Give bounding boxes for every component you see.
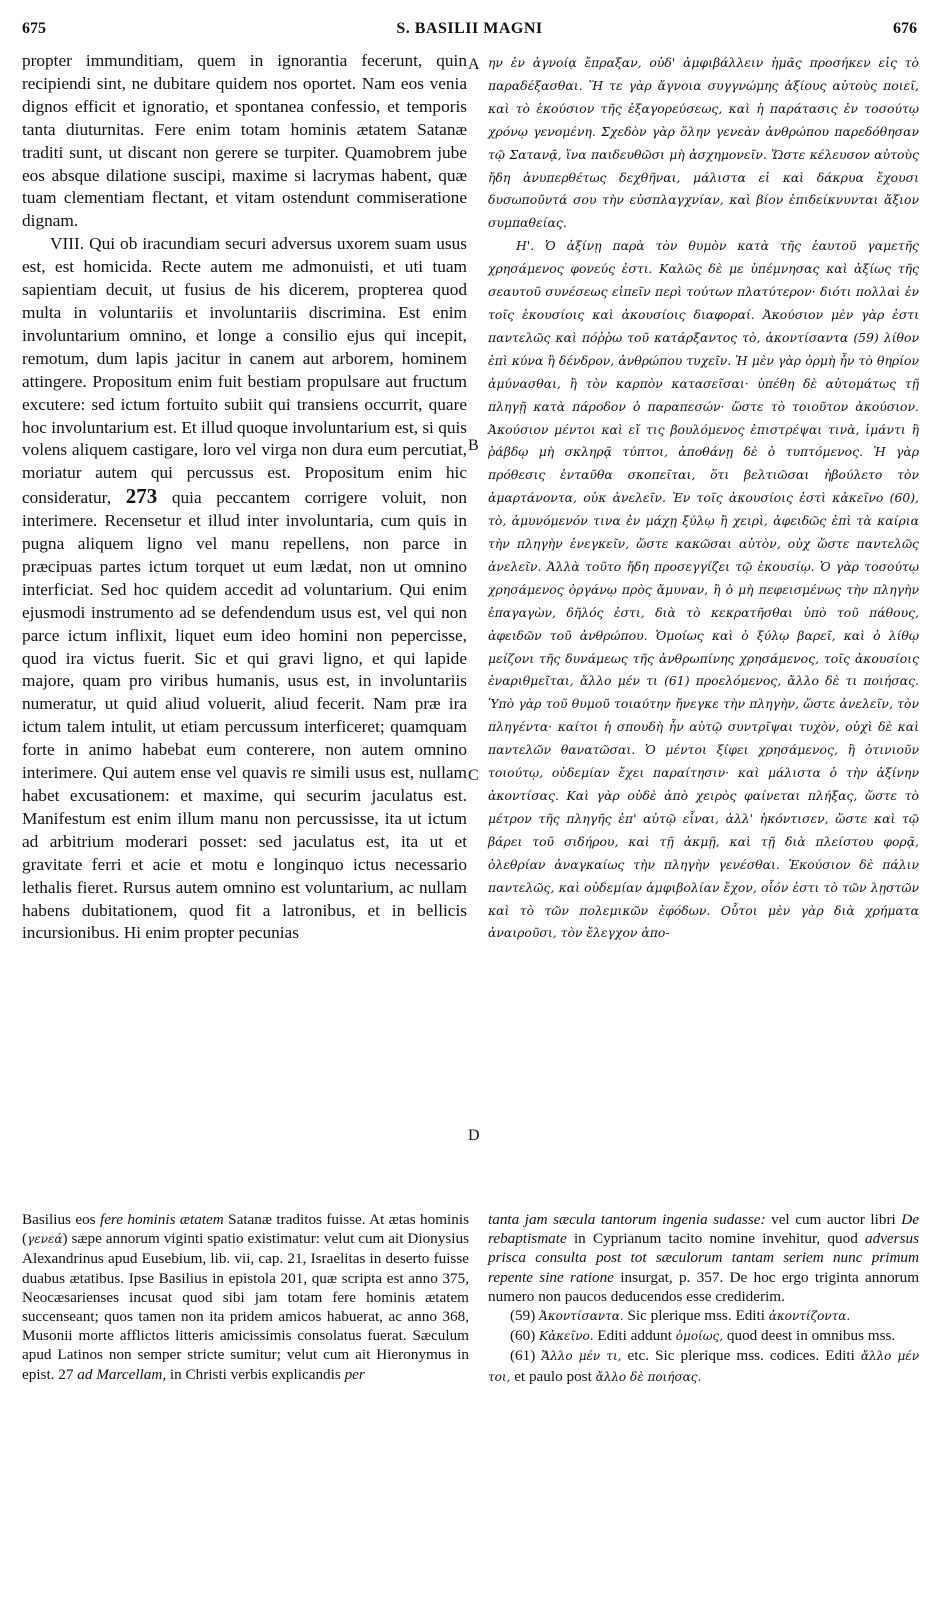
note-greek: Ἀκοντίσαντα. xyxy=(539,1309,624,1324)
note-greek: ἀκοντίζοντα. xyxy=(768,1309,851,1324)
note-emphasis: ad Marcellam, xyxy=(77,1365,167,1383)
note-text: etc. Sic plerique mss. codices. Editi xyxy=(627,1347,855,1365)
footnotes-left xyxy=(22,1210,469,1384)
note-greek: ἄλλο δὲ ποιήσας. xyxy=(595,1369,702,1384)
margin-letter-d: D xyxy=(468,1127,480,1144)
note-text: in Cyprianum tacito nomine invehitur, quod xyxy=(573,1230,858,1248)
note-greek: ὁμοίως, xyxy=(675,1329,724,1344)
footnote-60 xyxy=(488,1326,919,1346)
note-text: insurgat, p. 357. De hoc ergo triginta annorum numero non paucos deducendos esse crediderim. xyxy=(488,1268,920,1305)
note-emphasis: tanta jam sæcula tantorum ingenia sudasse: xyxy=(488,1211,766,1228)
note-emphasis: per xyxy=(344,1365,365,1383)
note-text: Editi addunt xyxy=(597,1327,672,1345)
greek-paragraph-2: Η'. Ὁ ἀξίνῃ παρὰ τὸν θυμὸν κατὰ τῆς ἑαυτοῦ γαμετῆς χρησάμενος φονεύς ἐστι. Καλῶς δὲ με ὑπέμνησας καὶ ἀξίως τῆς σεαυτοῦ συνέσεως εἰπεῖν περὶ τούτων πλατύτερον· διότι πολλαὶ ἐν τοῖς ἑκουσίοις καὶ ἀκουσίοις διαφοραί. Ἀκούσιον μὲν γὰρ ἐστι παντελῶς καὶ πόῤῥω τοῦ κατάρξαντος τὸ, ἀκοντίσαντα (59) λίθον ἐπὶ κύνα ἢ δένδρον, ἀνθρώπου τυχεῖν. Ἡ μὲν γὰρ ὁρμὴ ἦν τὸ θηρίον ἀμύνασθαι, ἢ τὸν καρπὸν κατασεῖσαι· ὑπέθη δὲ αὐτομάτως τῇ πληγῇ κατὰ πάροδον ὁ παραπεσών· ὥστε τὸ τοιοῦτον ἀκούσιον. Ἀκούσιον μέντοι καὶ εἴ τις βουλόμενος ἐπιστρέψαι τινὰ, ἱμάντι ἢ ῥάβδῳ μὴ σκληρᾷ τύπτοι, ἀποθάνῃ δὲ ὁ τυπτόμενος. Ἡ γὰρ πρόθεσις ἐνταῦθα σκοπεῖται, ὅτι βελτιῶσαι ἠβούλετο τὸν ἁμαρτάνοντα, οὐκ ἀνελεῖν. Ἐν τοῖς ἀκουσίοις ἐστὶ κἀκεῖνο (60), τὸ, ἀμυνόμενόν τινα ἐν μάχῃ ξύλῳ ἢ χειρὶ, ἀφειδῶς ἐπὶ τὰ καίρια τὴν πληγὴν ἐνεγκεῖν, ὥστε κακῶσαι αὐτὸν, οὐχ ὥστε παντελῶς ἀνελεῖν. Ἀλλὰ τοῦτο ἤδη προσεγγίζει τῷ ἑκουσίῳ. Ὁ γὰρ τοσούτῳ χρησάμενος ὀργάνῳ πρὸς ἄμυναν, ἢ ὁ μὴ πεφεισμένως τὴν πληγὴν ἐπαγαγὼν, δῆλός ἐστι, διὰ τὸ κεκρατῆσθαι ὑπὸ τοῦ πάθους, ἀφειδῶν τοῦ ἀνθρώπου. Ὁμοίως καὶ ὁ ξύλῳ βαρεῖ, καὶ ὁ λίθῳ μείζονι τῆς δυνάμεως τῆς ἀνθρωπίνης χρησάμενος, τοῖς ἀκουσίοις ἐναριθμεῖται, ἄλλο μέν τι (61) προελόμενος, ἄλλο δὲ τι ποιήσας. Ὑπὸ γὰρ τοῦ θυμοῦ τοιαύτην ἤνεγκε τὴν πληγὴν, ὥστε ἀνελεῖν, τὸν πληγέντα· καίτοι ἡ σπουδὴ ἦν αὐτῷ συντρῖψαι τυχὸν, οὐχὶ δὲ καὶ παντελῶν θανατῶσαι. Ὁ μέντοι ξίφει χρησάμενος, ἢ ὁτινιοῦν τοιούτῳ, οὐδεμίαν ἔχει παραίτησιν· καὶ μάλιστα ὁ τὴν ἀξίνην ἀκοντίσας. Καὶ γὰρ οὐδὲ ἀπὸ χειρὸς φαίνεται πλήξας, ὥστε τὸ μέτρον τῆς πληγῆς ἐπ' αὐτῷ εἶναι, ἀλλ' ἠκόντισεν, ὥστε καὶ τῷ βάρει τοῦ σιδήρου, καὶ τῇ ἀκμῇ, καὶ τῇ διὰ πλείστου φορᾷ, ὀλεθρίαν ἀναγκαίως τὴν πληγὴν γενέσθαι. Ἑκούσιον δὲ πάλιν παντελῶς, καὶ οὐδεμίαν ἀμφιβολίαν ἔχον, οἷόν ἐστι τὸ τῶν λῃστῶν καὶ τὸ τῶν πολεμικῶν ἐφόδων. Οὗτοι μὲν γὰρ διὰ χρήματα ἀναιροῦσι, τὸν ἔλεγχον ἀπο- xyxy=(488,238,919,941)
note-emphasis: adversus prisca consulta post tot sæculorum tantam seriem nunc primum repente sine ratione xyxy=(488,1230,919,1286)
latin-text: quia peccantem corrigere voluit, non interimere. Recensetur et illud inter involuntaria, cum quis in pugna aliquem ligno vel manu repellens, non parce in præcipuas partes ictum torquet ut eum lædat, non ut omnino interficiat. Sed hoc quidem accedit ad voluntarium. Qui enim ejusmodi instrumento ad se defendendum usus est, vel qui non parce ictum inflixit, liquet eum ideo homini non pepercisse, quod ira victus fuerit. Sic et qui gravi ligno, et qui lapide majore, quam pro viribus humanis, usus est, in involuntariis numeratur, ut quid aliud voluerit, aliud fecerit. Nam præ ira ictum talem intulit, ut etiam percussum interficeret; quamquam forte in animo habebat eum conterere, non autem omnino interimere. Qui autem ense vel quavis re simili usus est, nullam habet excusationem: et maxime, qui securim jaculatus est. Manifestum est enim illum manu non percussisse, ita ut ictum ad arbitrium moderari posset: sed jaculatus est, ita ut et gravitate ferri et acie et motu e longinquo ictus necessario lethalis fieret. Rursus autem omnino est voluntarium, ac nullam habens dubitationem, quod fit a latronibus, et in bellicis incursionibus. Hi enim propter pecunias xyxy=(22,488,467,943)
note-text: quod deest in omnibus mss. xyxy=(726,1327,896,1345)
page-number-right: 676 xyxy=(893,20,917,37)
note-emphasis: fere hominis ætatem xyxy=(99,1211,224,1228)
footnote-text xyxy=(22,1210,469,1384)
note-greek: Ἄλλο μέν τι, xyxy=(541,1349,622,1364)
margin-letter-c: C xyxy=(468,767,479,784)
greek-paragraph-1: ην ἐν ἀγνοίᾳ ἔπραξαν, οὐδ' ἀμφιβάλλειν ἡμᾶς προσήκεν εἰς τὸ παραδέξασθαι. Ἥ τε γὰρ ἄγνοια συγγνώμης ἀξίους αὐτοὺς ποιεῖ, καὶ τὸ ἑκούσιον τῆς ἐξαγορεύσεως, καὶ ἡ παράτασις ἐν τοσούτῳ χρόνῳ γενομένη. Σχεδὸν γὰρ ὅλην γενεὰν ἀνθρώπου παρεδόθησαν τῷ Σατανᾷ, ἵνα παιδευθῶσι μὴ ἀσχημονεῖν. Ὥστε κέλευσον αὐτοὺς ἤδη ἀνυπερθέτως δεχθῆναι, μάλιστα εἰ καὶ δάκρυα ἔχουσι δυσωποῦντά σου τὴν εὐσπλαγχνίαν, καὶ βίον ἐπιδείκνυνται ἄξιον συμπαθείας. xyxy=(488,55,919,231)
note-text: in Christi verbis explicandis xyxy=(169,1365,341,1383)
greek-column xyxy=(488,52,919,945)
footnote-61 xyxy=(488,1346,919,1386)
note-greek: ἄλλο μέν τοι, xyxy=(488,1349,920,1384)
note-text: ) sæpe annorum viginti spatio existimatur: velut cum ait Dionysius Alexandrinus apud Eusebium, lib. vii, cap. 21, Israelitas in deserto fuisse duabus ætatibus. Ipse Basilius in epistola 201, quæ scripta est anno 375, Neocæsarienses incusat quod sibi jam totam fere hominis ætatem succenseant; quos tamen non ita pridem amicos habuerat, ac anno 368, Musonii morte afflictos litteris amicissimis consolatus fuerat. Sæculum apud Latinos non semper stricte sumitur; velut cum ait Hieronymus in epist. 27 xyxy=(22,1230,469,1383)
footnote-59 xyxy=(488,1306,919,1326)
latin-text: VIII. Qui ob iracundiam securi adversus uxorem suam usus est, est homicida. Recte autem me admonuisti, et uti tuam sapientiam decuit, ut fusius de his dicerem, propterea quod multa in voluntariis et involuntariis discrimina. Est enim involuntarium omnino, et longe a consilio ejus qui incepit, remotum, dum lapis jacitur in canem aut arborem, hominem attingere. Propositum enim fuit bestiam propulsare aut fructum excutere: sed ictum fortuito subiit qui transiens occurrit, quare hoc involuntarium est. Et illud quoque involuntarium est, si quis volens aliquem castigare, loro vel virga non dura eum percutiat, moriatur autem qui percussus est. Propositum enim hic consideratur, xyxy=(22,234,467,508)
note-number: (61) xyxy=(510,1347,536,1365)
note-text: Basilius eos xyxy=(22,1211,96,1228)
latin-paragraph-2 xyxy=(22,233,467,945)
note-text: Satanæ traditos fuisse. At ætas hominis ( xyxy=(22,1211,469,1248)
column-number: 273 xyxy=(125,484,158,509)
latin-paragraph-1: propter immunditiam, quem in ignorantia fecerunt, quin recipiendi sint, ne dubitare quidem nos oportet. Nam eos venia dignos efficit et ignoratio, et spontanea confessio, et temporis tanta diuturnitas. Fere enim totam hominis ætatem Satanæ traditi sunt, ut discant non gerere se turpiter. Quamobrem jube eos absque dilatione suscipi, maxime si lacrymas habent, quæ tuam clementiam flectant, et vitam ostendunt commiseratione dignam. xyxy=(22,51,467,231)
margin-letter-a: A xyxy=(468,56,480,73)
page-number-left: 675 xyxy=(22,20,46,37)
note-text: et paulo post xyxy=(514,1367,592,1385)
note-number: (59) xyxy=(510,1307,536,1325)
page-header xyxy=(22,14,917,44)
note-number: (60) xyxy=(510,1327,536,1345)
note-greek: γενεά xyxy=(27,1232,63,1247)
note-text: vel cum auctor libri xyxy=(771,1211,896,1228)
note-greek: Κἀκεῖνο. xyxy=(539,1329,594,1344)
footnote-continuation xyxy=(488,1210,919,1306)
margin-letter-b: B xyxy=(468,437,479,454)
running-title: S. BASILII MAGNI xyxy=(396,20,543,37)
note-emphasis: De rebaptismate xyxy=(488,1211,920,1248)
footnotes-right xyxy=(488,1210,919,1387)
latin-column xyxy=(22,50,467,945)
note-text: Sic plerique mss. Editi xyxy=(627,1307,765,1325)
